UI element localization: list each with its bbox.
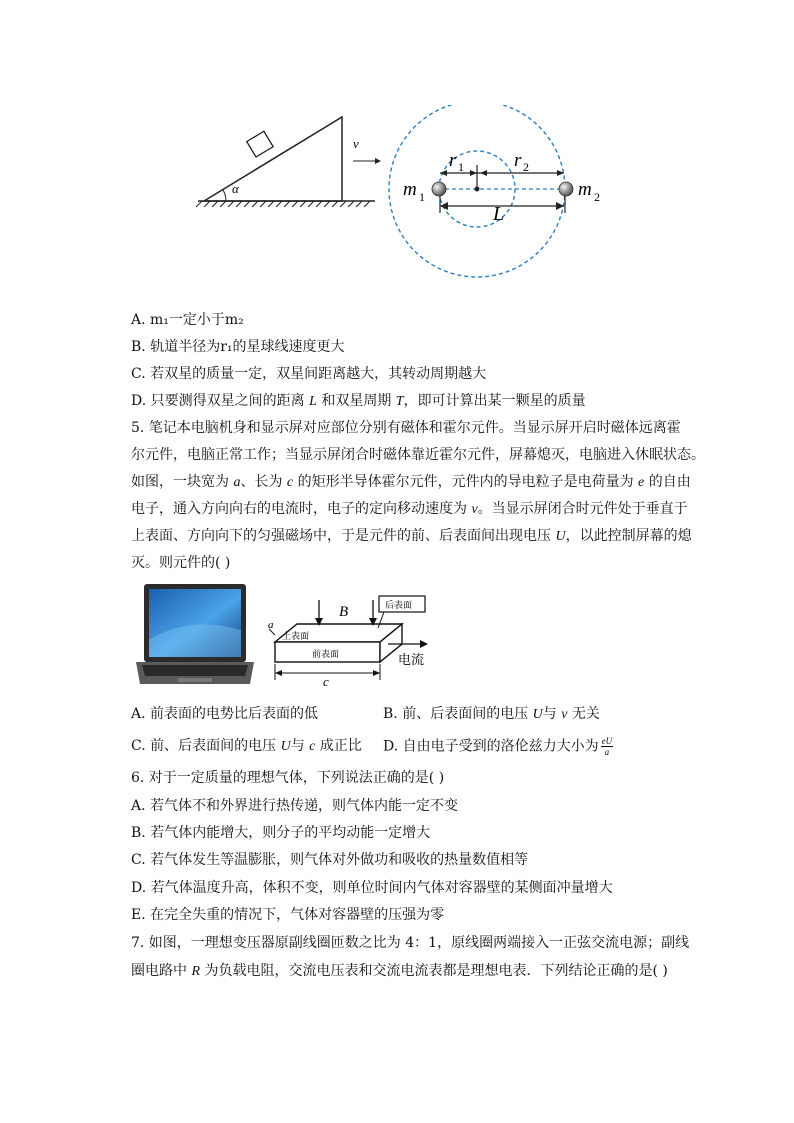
- angle-label: α: [232, 181, 239, 196]
- var-e: e: [638, 475, 645, 490]
- q5-option-d: [383, 736, 613, 757]
- var-v: v: [561, 707, 568, 722]
- q5-option-b: [383, 704, 600, 725]
- r2-sub: 2: [523, 160, 529, 174]
- text: 、长为: [240, 474, 287, 490]
- figure-laptop-hall-element: [130, 580, 460, 692]
- var-U: U: [532, 707, 543, 722]
- q4-option-c: C. 若双星的质量一定，双星间距离越大，其转动周期越大: [131, 366, 487, 382]
- L-label: L: [493, 203, 505, 225]
- top-label: 上表面: [282, 631, 310, 641]
- var-c: c: [309, 739, 316, 754]
- text: ，以此控制屏幕的熄: [565, 528, 692, 544]
- var-c: c: [286, 475, 294, 490]
- front-label: 前表面: [312, 649, 340, 659]
- var-T: T: [395, 394, 404, 409]
- m2-label: m: [578, 179, 592, 200]
- c-label: c: [323, 674, 329, 689]
- q5-line-5: [131, 526, 692, 547]
- q6-option-b: B. 若气体内能增大，则分子的平均动能一定增大: [131, 825, 431, 841]
- ground-hatch: [196, 201, 375, 207]
- fraction: [601, 736, 614, 757]
- mass-2: [559, 182, 573, 196]
- B-label: B: [339, 604, 349, 620]
- var-a: a: [233, 475, 241, 490]
- var-R: R: [191, 964, 201, 979]
- m2-sub: 2: [594, 190, 600, 204]
- current-label: 电流: [398, 652, 425, 667]
- text: 无关: [567, 706, 600, 722]
- text: D. 自由电子受到的洛伦兹力大小为: [383, 738, 599, 755]
- figure-incline-binary-star: [190, 105, 630, 285]
- fraction-numerator: eU: [601, 736, 613, 746]
- text: B. 前、后表面间的电压: [383, 706, 533, 722]
- r1-label: r: [449, 150, 457, 171]
- block: [247, 131, 273, 157]
- text: 。当显示屏闭合时元件处于垂直于: [477, 501, 688, 517]
- text: 为负载电阻，交流电压表和交流电流表都是理想电表．下列结论正确的是( ): [200, 963, 668, 979]
- text: 的自由: [644, 474, 691, 490]
- laptop-icon: [136, 584, 254, 684]
- q4-option-a: A. m₁一定小于m₂: [131, 312, 244, 328]
- text: C. 前、后表面间的电压: [131, 738, 281, 754]
- q6-option-d: D. 若气体温度升高，体积不变，则单位时间内气体对容器壁的某侧面冲量增大: [131, 880, 613, 896]
- text: 与: [290, 738, 310, 754]
- q6-option-c: C. 若气体发生等温膨胀，则气体对外做功和吸收的热量数值相等: [131, 852, 529, 868]
- text: 上表面、方向向下的匀强磁场中，于是元件的前、后表面间出现电压: [131, 528, 556, 544]
- q6-option-e: E. 在完全失重的情况下，气体对容器壁的压强为零: [131, 907, 445, 923]
- text: 和双星周期: [316, 393, 396, 409]
- text: 圈电路中: [131, 963, 192, 979]
- text: 的矩形半导体霍尔元件，元件内的导电粒子是电荷量为: [293, 474, 639, 490]
- var-v: v: [471, 502, 478, 517]
- a-label: a: [268, 619, 274, 631]
- text: ，即可计算出某一颗星的质量: [403, 393, 586, 409]
- mass-1: [432, 182, 446, 196]
- q5-line-1: 5. 笔记本电脑机身和显示屏对应部位分别有磁体和霍尔元件。当显示屏开启时磁体远离霍: [131, 420, 681, 436]
- text: 成正比: [315, 738, 362, 754]
- q4-option-b: B. 轨道半径为r₁的星球线速度更大: [131, 339, 345, 355]
- q5-option-a: A. 前表面的电势比后表面的低: [131, 706, 319, 722]
- fraction-denominator: a: [604, 747, 610, 757]
- text: 与: [542, 706, 562, 722]
- q7-line-1: 7. 如图，一理想变压器原副线圈匝数之比为 4：1，原线圈两端接入一正弦交流电源；副线: [131, 935, 690, 951]
- m1-label: m: [403, 179, 417, 200]
- var-L: L: [309, 394, 317, 409]
- back-label: 后表面: [385, 600, 413, 610]
- var-U: U: [555, 529, 566, 544]
- q4-option-d: [131, 391, 586, 412]
- text: 电子，通入方向向右的电流时，电子的定向移动速度为: [131, 501, 472, 517]
- r2-label: r: [514, 150, 522, 171]
- q5-line-6: 灭。则元件的( ): [131, 555, 231, 571]
- q5-line-2: 尔元件，电脑正常工作；当显示屏闭合时磁体靠近霍尔元件，屏幕熄灭，电脑进入休眠状态。: [131, 447, 705, 463]
- q5-line-4: [131, 499, 688, 520]
- text: D. 只要测得双星之间的距离: [131, 393, 310, 409]
- q5-line-3: [131, 472, 691, 493]
- q5-option-c: [131, 736, 362, 757]
- m1-sub: 1: [419, 190, 425, 204]
- q6-option-a: A. 若气体不和外界进行热传递，则气体内能一定不变: [131, 798, 459, 814]
- text: 如图，一块宽为: [131, 474, 234, 490]
- r1-sub: 1: [458, 160, 464, 174]
- velocity-label: v: [353, 136, 359, 151]
- q7-line-2: [131, 961, 668, 982]
- var-U: U: [280, 739, 291, 754]
- incline-wedge: [204, 117, 342, 201]
- q6-stem: 6. 对于一定质量的理想气体，下列说法正确的是( ): [131, 770, 445, 786]
